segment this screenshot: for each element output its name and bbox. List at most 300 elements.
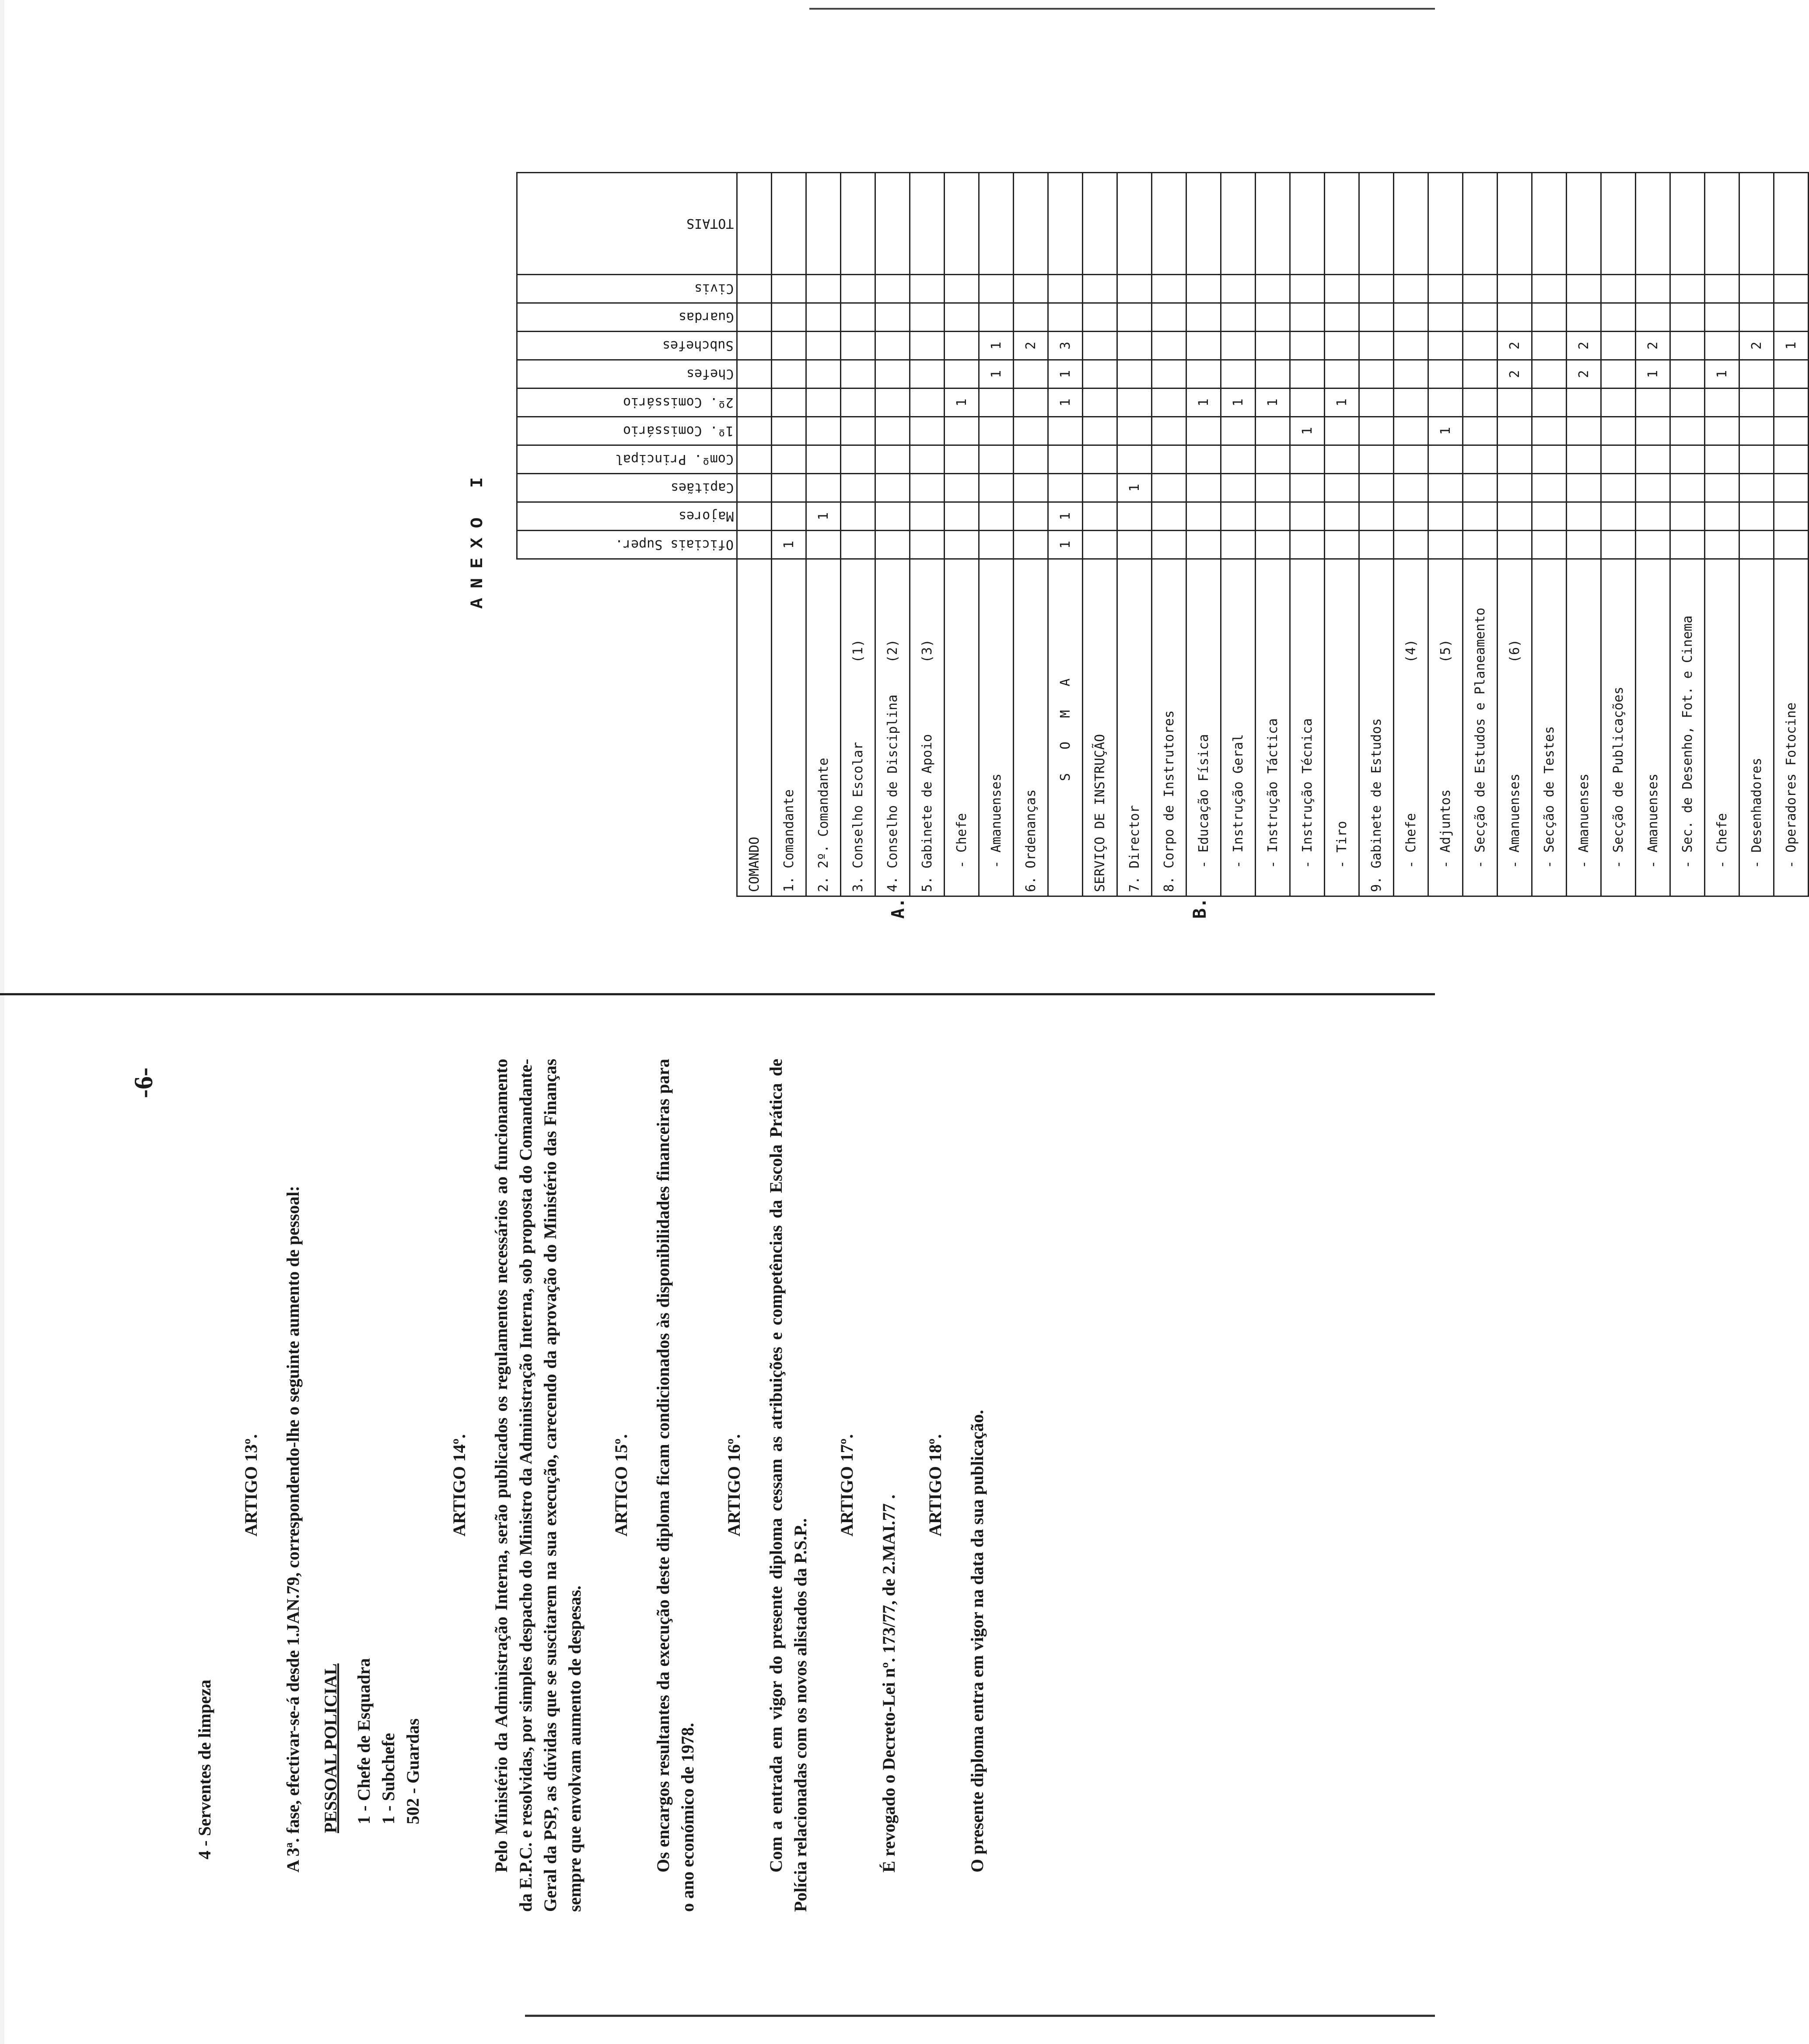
annex-cell xyxy=(1014,417,1048,445)
annex-cell xyxy=(737,502,772,531)
annex-cell xyxy=(910,502,945,531)
annex-cell xyxy=(979,502,1014,531)
annex-cell xyxy=(1705,388,1739,417)
annex-cell xyxy=(1186,445,1221,474)
annex-table-row xyxy=(1567,173,1601,896)
annex-cell xyxy=(737,303,772,332)
annex-cell xyxy=(1601,275,1636,303)
annex-cell xyxy=(1290,332,1325,360)
annex-cell xyxy=(737,275,772,303)
annex-cell xyxy=(1256,445,1290,474)
annex-cell xyxy=(1394,417,1428,445)
annex-cell xyxy=(1325,360,1359,388)
annex-table-row xyxy=(1428,173,1463,896)
annex-cell xyxy=(1221,332,1256,360)
annex-cell xyxy=(806,388,841,417)
annex-cell xyxy=(1428,531,1463,559)
annex-cell: 2 xyxy=(1739,332,1774,360)
annex-cell xyxy=(945,531,979,559)
annex-cell xyxy=(1774,445,1809,474)
annex-cell xyxy=(1739,303,1774,332)
annex-cell xyxy=(1601,531,1636,559)
annex-cell xyxy=(1428,445,1463,474)
annex-cell xyxy=(1325,502,1359,531)
annex-cell xyxy=(1636,531,1670,559)
annex-cell xyxy=(1705,531,1739,559)
annex-row-label: - Instrução Táctica xyxy=(1256,559,1290,896)
article-13-heading: ARTIGO 13º. xyxy=(241,1434,261,1537)
annex-column-label: 1º. Comissário xyxy=(623,423,734,439)
annex-row-label: - Educação Física xyxy=(1186,559,1221,896)
annex-table-row xyxy=(1290,173,1325,896)
annex-cell xyxy=(1670,173,1705,275)
annex-cell xyxy=(910,360,945,388)
annex-cell xyxy=(1498,173,1532,275)
annex-row-label: 9. Gabinete de Estudos xyxy=(1359,559,1394,896)
annex-cell xyxy=(1256,303,1290,332)
annex-row-label: - Chefe xyxy=(945,559,979,896)
annex-cell xyxy=(1014,275,1048,303)
annex-cell xyxy=(1083,173,1117,275)
annex-cell xyxy=(1498,445,1532,474)
annex-cell xyxy=(1739,417,1774,445)
annex-cell xyxy=(979,531,1014,559)
annex-cell xyxy=(841,502,875,531)
annex-cell xyxy=(1394,474,1428,502)
annex-cell xyxy=(1325,474,1359,502)
annex-cell xyxy=(1152,332,1186,360)
annex-cell: 1 xyxy=(772,531,806,559)
annex-cell xyxy=(772,445,806,474)
annex-cell xyxy=(1670,388,1705,417)
annex-cell xyxy=(1463,173,1498,275)
annex-cell xyxy=(945,445,979,474)
annex-cell xyxy=(1083,332,1117,360)
annex-cell xyxy=(979,388,1014,417)
annex-cell xyxy=(1532,417,1567,445)
annex-cell xyxy=(1463,417,1498,445)
annex-cell: 1 xyxy=(806,502,841,531)
pessoal-item: 1 - Chefe de Esquadra xyxy=(354,1658,374,1824)
annex-cell xyxy=(910,474,945,502)
annex-cell xyxy=(841,531,875,559)
annex-cell xyxy=(772,360,806,388)
annex-cell xyxy=(1290,173,1325,275)
annex-cell xyxy=(1601,173,1636,275)
annex-cell xyxy=(1048,417,1083,445)
annex-cell xyxy=(1014,445,1048,474)
annex-cell xyxy=(1498,502,1532,531)
annex-cell xyxy=(1739,445,1774,474)
annex-cell xyxy=(1117,445,1152,474)
pessoal-policial-title: PESSOAL POLICIAL xyxy=(321,1663,340,1833)
annex-row-label: - Secção de Publicações xyxy=(1601,559,1636,896)
annex-cell xyxy=(1325,275,1359,303)
annex-cell xyxy=(1152,275,1186,303)
annex-cell xyxy=(1083,275,1117,303)
annex-cell xyxy=(1670,275,1705,303)
annex-cell xyxy=(1359,303,1394,332)
annex-row-label: - Instrução Geral xyxy=(1221,559,1256,896)
annex-cell xyxy=(979,303,1014,332)
annex-cell xyxy=(1117,360,1152,388)
articles-page xyxy=(129,1059,1146,1912)
annex-cell xyxy=(1394,332,1428,360)
annex-cell xyxy=(979,417,1014,445)
annex-table-row xyxy=(1705,173,1739,896)
annex-cell xyxy=(806,332,841,360)
annex-cell xyxy=(737,173,772,275)
annex-cell xyxy=(979,445,1014,474)
annex-cell xyxy=(1394,275,1428,303)
annex-row-label: 6. Ordenanças xyxy=(1014,559,1048,896)
annex-cell xyxy=(1221,417,1256,445)
annex-cell xyxy=(1532,173,1567,275)
annex-table xyxy=(516,172,1809,897)
annex-table-row xyxy=(1359,173,1394,896)
annex-cell xyxy=(1428,360,1463,388)
annex-cell xyxy=(1083,502,1117,531)
annex-table-row xyxy=(1774,173,1809,896)
annex-cell xyxy=(1325,417,1359,445)
annex-cell: 1 xyxy=(1048,502,1083,531)
article-18-heading: ARTIGO 18º. xyxy=(925,1434,945,1537)
annex-cell xyxy=(1014,474,1048,502)
annex-cell xyxy=(1221,445,1256,474)
annex-cell xyxy=(1705,332,1739,360)
annex-cell xyxy=(1394,303,1428,332)
annex-cell xyxy=(1636,173,1670,275)
annex-cell xyxy=(1152,303,1186,332)
annex-row-label: SERVIÇO DE INSTRUÇÃO xyxy=(1083,559,1117,896)
annex-cell xyxy=(1739,388,1774,417)
annex-cell xyxy=(1221,360,1256,388)
article-15-text: Os encargos resultantes da execução deste diploma ficam condicionados às disponibilidades financeiras para o ano económico de 1978. xyxy=(653,1059,697,1912)
annex-cell xyxy=(1428,275,1463,303)
annex-row-label: S O M A xyxy=(1048,559,1083,896)
annex-column-header xyxy=(517,474,737,502)
annex-cell xyxy=(875,445,910,474)
annex-cell xyxy=(1532,445,1567,474)
annex-cell xyxy=(1083,474,1117,502)
annex-cell xyxy=(1705,502,1739,531)
annex-cell xyxy=(806,417,841,445)
annex-cell xyxy=(1428,173,1463,275)
annex-cell xyxy=(1601,445,1636,474)
annex-cell xyxy=(1014,303,1048,332)
annex-column-header xyxy=(517,303,737,332)
annex-cell xyxy=(737,531,772,559)
annex-cell xyxy=(841,388,875,417)
annex-cell xyxy=(875,388,910,417)
annex-cell xyxy=(910,445,945,474)
annex-table-row xyxy=(1256,173,1290,896)
annex-cell xyxy=(1186,502,1221,531)
annex-table-row xyxy=(1014,173,1048,896)
annex-cell xyxy=(1290,474,1325,502)
annex-cell xyxy=(1670,474,1705,502)
annex-cell xyxy=(1152,360,1186,388)
annex-cell xyxy=(1083,531,1117,559)
annex-cell: 1 xyxy=(945,388,979,417)
annex-cell xyxy=(1532,531,1567,559)
annex-cell xyxy=(1394,531,1428,559)
annex-cell: 1 xyxy=(1048,360,1083,388)
annex-column-header xyxy=(517,445,737,474)
annex-cell xyxy=(1774,303,1809,332)
annex-cell xyxy=(945,360,979,388)
annex-cell xyxy=(1705,417,1739,445)
annex-cell: 1 xyxy=(1325,388,1359,417)
annex-cell xyxy=(1256,417,1290,445)
annex-cell xyxy=(737,388,772,417)
annex-cell xyxy=(737,445,772,474)
annex-table-row xyxy=(1117,173,1152,896)
annex-cell xyxy=(875,275,910,303)
annex-cell xyxy=(910,303,945,332)
annex-cell xyxy=(1186,360,1221,388)
annex-cell xyxy=(806,173,841,275)
annex-cell xyxy=(1567,173,1601,275)
annex-cell xyxy=(1567,531,1601,559)
annex-column-header xyxy=(517,360,737,388)
annex-cell xyxy=(1048,303,1083,332)
annex-column-header xyxy=(517,388,737,417)
annex-cell xyxy=(1428,388,1463,417)
article-13-text: A 3ª. fase, efectivar-se-á desde 1.JAN.79, correspondendo-lhe o seguinte aumento de pessoal: xyxy=(283,1186,303,1872)
annex-column-header xyxy=(517,275,737,303)
annex-cell xyxy=(1636,474,1670,502)
annex-cell xyxy=(1670,502,1705,531)
annex-cell: 1 xyxy=(1256,388,1290,417)
annex-cell xyxy=(1325,445,1359,474)
annex-cell xyxy=(1739,275,1774,303)
annex-column-label: 2º. Comissário xyxy=(623,395,734,410)
annex-cell xyxy=(1186,303,1221,332)
annex-cell xyxy=(910,275,945,303)
annex-cell xyxy=(772,275,806,303)
annex-table-row xyxy=(875,173,910,896)
annex-row-label: 3. Conselho Escolar (1) xyxy=(841,559,875,896)
annex-cell xyxy=(841,474,875,502)
annex-cell xyxy=(1636,417,1670,445)
annex-cell xyxy=(1636,502,1670,531)
annex-row-label: - Amanuenses xyxy=(1636,559,1670,896)
annex-cell: 1 xyxy=(1221,388,1256,417)
annex-cell xyxy=(772,502,806,531)
section-marker-a: A. xyxy=(888,897,908,919)
annex-cell xyxy=(875,303,910,332)
annex-cell xyxy=(772,417,806,445)
annex-cell xyxy=(1739,502,1774,531)
annex-cell xyxy=(1739,531,1774,559)
annex-cell xyxy=(1290,360,1325,388)
annex-cell xyxy=(1463,474,1498,502)
annex-cell xyxy=(910,332,945,360)
annex-cell xyxy=(1532,474,1567,502)
annex-table-row xyxy=(1152,173,1186,896)
annex-cell: 1 xyxy=(979,360,1014,388)
annex-cell xyxy=(1567,474,1601,502)
annex-cell xyxy=(806,474,841,502)
annex-table-row xyxy=(1463,173,1498,896)
annex-cell xyxy=(910,417,945,445)
annex-cell xyxy=(1221,173,1256,275)
annex-cell xyxy=(1498,275,1532,303)
annex-cell xyxy=(1221,502,1256,531)
annex-cell xyxy=(1152,173,1186,275)
annex-column-label: Subchefes xyxy=(662,338,734,354)
annex-cell xyxy=(1774,502,1809,531)
annex-cell xyxy=(1048,173,1083,275)
annex-cell: 2 xyxy=(1567,332,1601,360)
annex-cell xyxy=(1290,502,1325,531)
annex-cell xyxy=(1463,445,1498,474)
annex-cell xyxy=(875,417,910,445)
annex-cell xyxy=(737,417,772,445)
annex-cell xyxy=(1774,388,1809,417)
annex-column-label: Capitães xyxy=(670,480,734,496)
article-18-text: O presente diploma entra em vigor na data da sua publicação. xyxy=(967,1410,987,1872)
annex-cell: 1 xyxy=(1290,417,1325,445)
annex-cell xyxy=(1705,303,1739,332)
annex-cell xyxy=(875,474,910,502)
annex-cell xyxy=(875,360,910,388)
annex-cell xyxy=(1463,502,1498,531)
annex-cell xyxy=(1083,417,1117,445)
annex-row-label: - Desenhadores xyxy=(1739,559,1774,896)
annex-cell xyxy=(1394,173,1428,275)
annex-header-row xyxy=(517,173,737,896)
annex-table-row xyxy=(841,173,875,896)
annex-cell xyxy=(1463,388,1498,417)
annex-cell xyxy=(1774,360,1809,388)
annex-cell xyxy=(841,173,875,275)
annex-cell xyxy=(1394,388,1428,417)
annex-cell xyxy=(945,303,979,332)
annex-cell xyxy=(806,531,841,559)
annex-cell xyxy=(1601,502,1636,531)
annex-cell xyxy=(979,173,1014,275)
annex-row-label: - Secção de Testes xyxy=(1532,559,1567,896)
annex-cell xyxy=(1359,332,1394,360)
annex-cell xyxy=(1498,531,1532,559)
annex-cell xyxy=(1152,502,1186,531)
annex-cell xyxy=(1636,388,1670,417)
annex-cell: 1 xyxy=(1705,360,1739,388)
annex-cell xyxy=(1152,474,1186,502)
annex-column-label: Guardas xyxy=(678,309,734,325)
annex-cell xyxy=(1636,445,1670,474)
annex-cell xyxy=(1774,275,1809,303)
annex-cell xyxy=(1463,303,1498,332)
annex-cell xyxy=(1186,332,1221,360)
annex-cell xyxy=(1290,303,1325,332)
annex-cell xyxy=(1359,360,1394,388)
annex-title: ANEXO I xyxy=(468,467,488,609)
annex-cell xyxy=(1670,332,1705,360)
annex-cell xyxy=(945,275,979,303)
annex-cell xyxy=(1048,445,1083,474)
annex-header-corner xyxy=(517,559,737,896)
annex-cell xyxy=(1117,531,1152,559)
annex-table-row xyxy=(1636,173,1670,896)
annex-row-label: 8. Corpo de Instrutores xyxy=(1152,559,1186,896)
annex-cell xyxy=(1083,445,1117,474)
annex-table-row xyxy=(910,173,945,896)
annex-cell xyxy=(806,303,841,332)
annex-cell xyxy=(1359,417,1394,445)
annex-cell: 2 xyxy=(1636,332,1670,360)
annex-cell xyxy=(1256,360,1290,388)
annex-cell xyxy=(1256,474,1290,502)
annex-cell xyxy=(1705,275,1739,303)
annex-cell xyxy=(979,275,1014,303)
annex-row-label: - Amanuenses xyxy=(1567,559,1601,896)
annex-row-label: COMANDO xyxy=(737,559,772,896)
annex-cell xyxy=(772,388,806,417)
annex-cell xyxy=(1670,360,1705,388)
annex-cell xyxy=(875,502,910,531)
annex-cell xyxy=(737,474,772,502)
annex-cell xyxy=(1601,303,1636,332)
annex-cell xyxy=(1463,275,1498,303)
annex-cell xyxy=(1670,445,1705,474)
annex-cell xyxy=(1601,388,1636,417)
annex-column-header xyxy=(517,332,737,360)
annex-table-row xyxy=(1186,173,1221,896)
annex-cell xyxy=(1774,474,1809,502)
annex-cell xyxy=(1186,531,1221,559)
annex-cell xyxy=(945,474,979,502)
annex-cell xyxy=(1048,474,1083,502)
annex-table-row xyxy=(1498,173,1532,896)
annex-cell xyxy=(1428,303,1463,332)
annex-cell xyxy=(1532,502,1567,531)
annex-cell xyxy=(945,332,979,360)
pessoal-item: 502 - Guardas xyxy=(403,1718,423,1824)
annex-row-label: - Tiro xyxy=(1325,559,1359,896)
annex-cell: 2 xyxy=(1498,360,1532,388)
annex-cell xyxy=(806,275,841,303)
pessoal-item: 1 - Subchefe xyxy=(378,1733,398,1824)
annex-cell xyxy=(772,303,806,332)
annex-cell xyxy=(806,445,841,474)
annex-cell xyxy=(1428,332,1463,360)
annex-cell xyxy=(1186,474,1221,502)
annex-cell xyxy=(910,173,945,275)
annex-cell xyxy=(1532,303,1567,332)
annex-table-row xyxy=(979,173,1014,896)
annex-row-label: 2. 2º. Comandante xyxy=(806,559,841,896)
annex-cell xyxy=(1670,303,1705,332)
annex-cell xyxy=(1117,332,1152,360)
annex-cell xyxy=(1014,388,1048,417)
annex-cell xyxy=(1636,303,1670,332)
annex-cell xyxy=(1428,502,1463,531)
annex-cell xyxy=(1498,303,1532,332)
annex-cell xyxy=(1601,332,1636,360)
annex-cell xyxy=(1498,417,1532,445)
annex-cell xyxy=(1048,275,1083,303)
annex-cell xyxy=(875,173,910,275)
article-15-heading: ARTIGO 15º. xyxy=(611,1434,631,1537)
annex-row-label: - Instrução Técnica xyxy=(1290,559,1325,896)
scan-edge xyxy=(0,0,4,2044)
annex-cell xyxy=(875,332,910,360)
annex-table-row xyxy=(945,173,979,896)
annex-cell xyxy=(1256,332,1290,360)
